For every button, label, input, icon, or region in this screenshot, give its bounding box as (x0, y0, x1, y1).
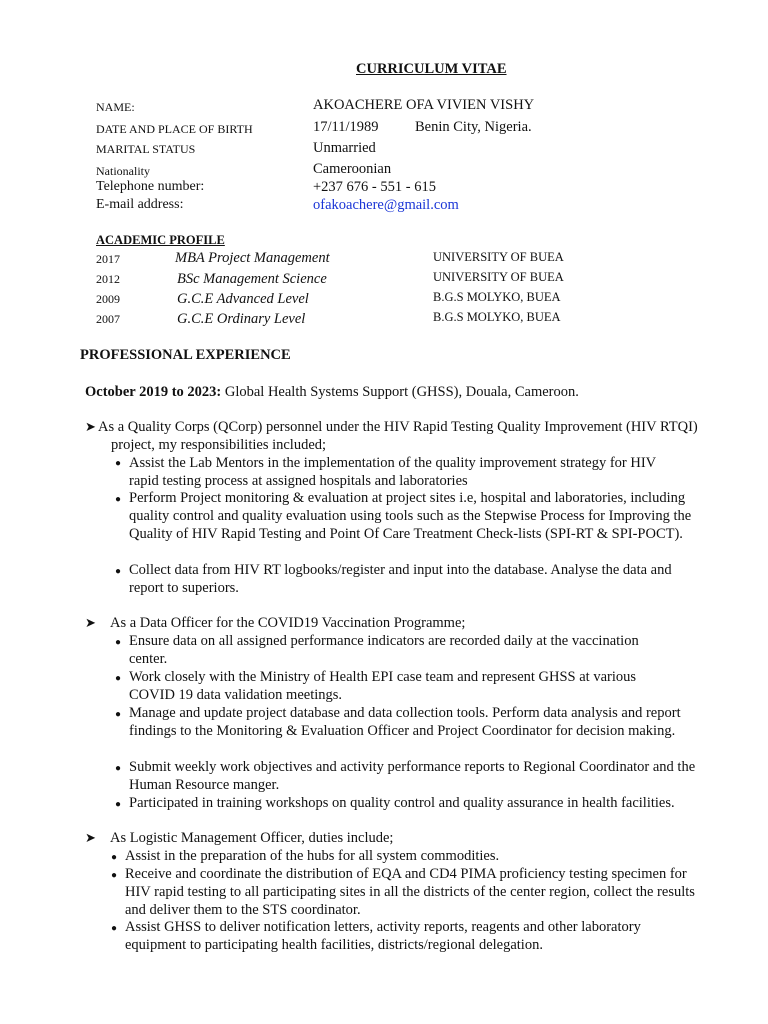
bullet-dot-icon: ● (115, 637, 122, 648)
role-intro: As Logistic Management Officer, duties include; (110, 830, 394, 846)
role-bullet: Collect data from HIV RT logbooks/register and input into the database. Analyse the data and report to superiors. (129, 562, 672, 596)
bullet-dot-icon: ● (115, 709, 122, 720)
role-bullet: Perform Project monitoring & evaluation at project sites i.e, hospital and laboratories, including quality control and quality evaluation using tools such as the Stepwise Process for Improving the Quality of HIV Rapid Testing and Point Of Care Treatment Check-lists (SPI-RT & SPI-POCT). (129, 490, 692, 542)
academic-year: 2007 (96, 312, 120, 326)
bullet-dot-icon: ● (115, 673, 122, 684)
academic-year: 2012 (96, 272, 120, 286)
bullet-dot-icon: ● (115, 799, 122, 810)
email-label: E-mail address: (96, 197, 184, 212)
bullet-dot-icon: ● (111, 852, 118, 863)
role-bullet: Manage and update project database and data collection tools. Perform data analysis and report findings to the Monitoring & Evaluation Officer and Project Coordinator for decision making. (129, 705, 681, 739)
phone-value: +237 676 - 551 - 615 (313, 179, 436, 195)
bullet-dot-icon: ● (111, 923, 118, 934)
academic-heading: ACADEMIC PROFILE (96, 233, 225, 247)
academic-institution: B.G.S MOLYKO, BUEA (433, 290, 561, 304)
experience-heading: PROFESSIONAL EXPERIENCE (80, 347, 291, 363)
academic-institution: UNIVERSITY OF BUEA (433, 250, 564, 264)
dob-label: DATE AND PLACE OF BIRTH (96, 122, 253, 136)
document-title: CURRICULUM VITAE (356, 61, 507, 77)
academic-degree: G.C.E Ordinary Level (177, 311, 306, 327)
role-bullet: Participated in training workshops on quality control and quality assurance in health facilities. (129, 795, 675, 811)
academic-institution: UNIVERSITY OF BUEA (433, 270, 564, 284)
nationality-label: Nationality (96, 164, 150, 178)
academic-degree: MBA Project Management (175, 250, 330, 266)
dob-place: Benin City, Nigeria. (415, 119, 532, 135)
marital-value: Unmarried (313, 140, 376, 156)
bullet-dot-icon: ● (115, 566, 122, 577)
marital-label: MARITAL STATUS (96, 142, 196, 156)
academic-year: 2009 (96, 292, 120, 306)
name-label: NAME: (96, 100, 135, 114)
phone-label: Telephone number: (96, 179, 205, 194)
bullet-dot-icon: ● (115, 494, 122, 505)
arrow-bullet-icon: ➤ (85, 419, 96, 434)
experience-period: October 2019 to 2023: (85, 384, 222, 400)
role-bullet: Submit weekly work objectives and activity performance reports to Regional Coordinator and the Human Resource manger. (129, 759, 696, 793)
role-intro: As a Data Officer for the COVID19 Vaccination Programme; (110, 615, 466, 631)
experience-employer: Global Health Systems Support (GHSS), Douala, Cameroon. (221, 384, 579, 400)
email-link[interactable]: ofakoachere@gmail.com (313, 197, 459, 213)
academic-degree: G.C.E Advanced Level (177, 291, 309, 307)
role-intro: As a Quality Corps (QCorp) personnel under the HIV Rapid Testing Quality Improvement (HIV RTQI) project, my responsibilities included; (98, 419, 698, 453)
role-bullet: Ensure data on all assigned performance indicators are recorded daily at the vaccination center. (129, 633, 639, 667)
academic-degree: BSc Management Science (177, 271, 327, 287)
name-value: AKOACHERE OFA VIVIEN VISHY (313, 97, 535, 113)
bullet-dot-icon: ● (111, 870, 118, 881)
bullet-dot-icon: ● (115, 763, 122, 774)
role-bullet: Work closely with the Ministry of Health EPI case team and represent GHSS at various COVID 19 data validation meetings. (129, 669, 637, 703)
experience-period-line (85, 383, 579, 401)
role-bullet: Assist GHSS to deliver notification letters, activity reports, reagents and other laboratory equipment to participating health facilities, districts/regional delegation. (125, 919, 641, 953)
bullet-dot-icon: ● (115, 458, 122, 469)
academic-institution: B.G.S MOLYKO, BUEA (433, 310, 561, 324)
role-bullet: Assist in the preparation of the hubs for all system commodities. (125, 848, 500, 864)
arrow-bullet-icon: ➤ (85, 615, 96, 630)
role-bullet: Assist the Lab Mentors in the implementation of the quality improvement strategy for HIV rapid testing process at assigned hospitals and laboratories (129, 455, 656, 489)
academic-year: 2017 (96, 252, 120, 266)
nationality-value: Cameroonian (313, 161, 392, 177)
arrow-bullet-icon: ➤ (85, 830, 96, 845)
role-bullet: Receive and coordinate the distribution of EQA and CD4 PIMA proficiency testing specimen for HIV rapid testing to all participating sites in all the districts of the center region, collect the results and deliver them to the STS coordinator. (125, 866, 695, 918)
dob-date: 17/11/1989 (313, 119, 379, 135)
